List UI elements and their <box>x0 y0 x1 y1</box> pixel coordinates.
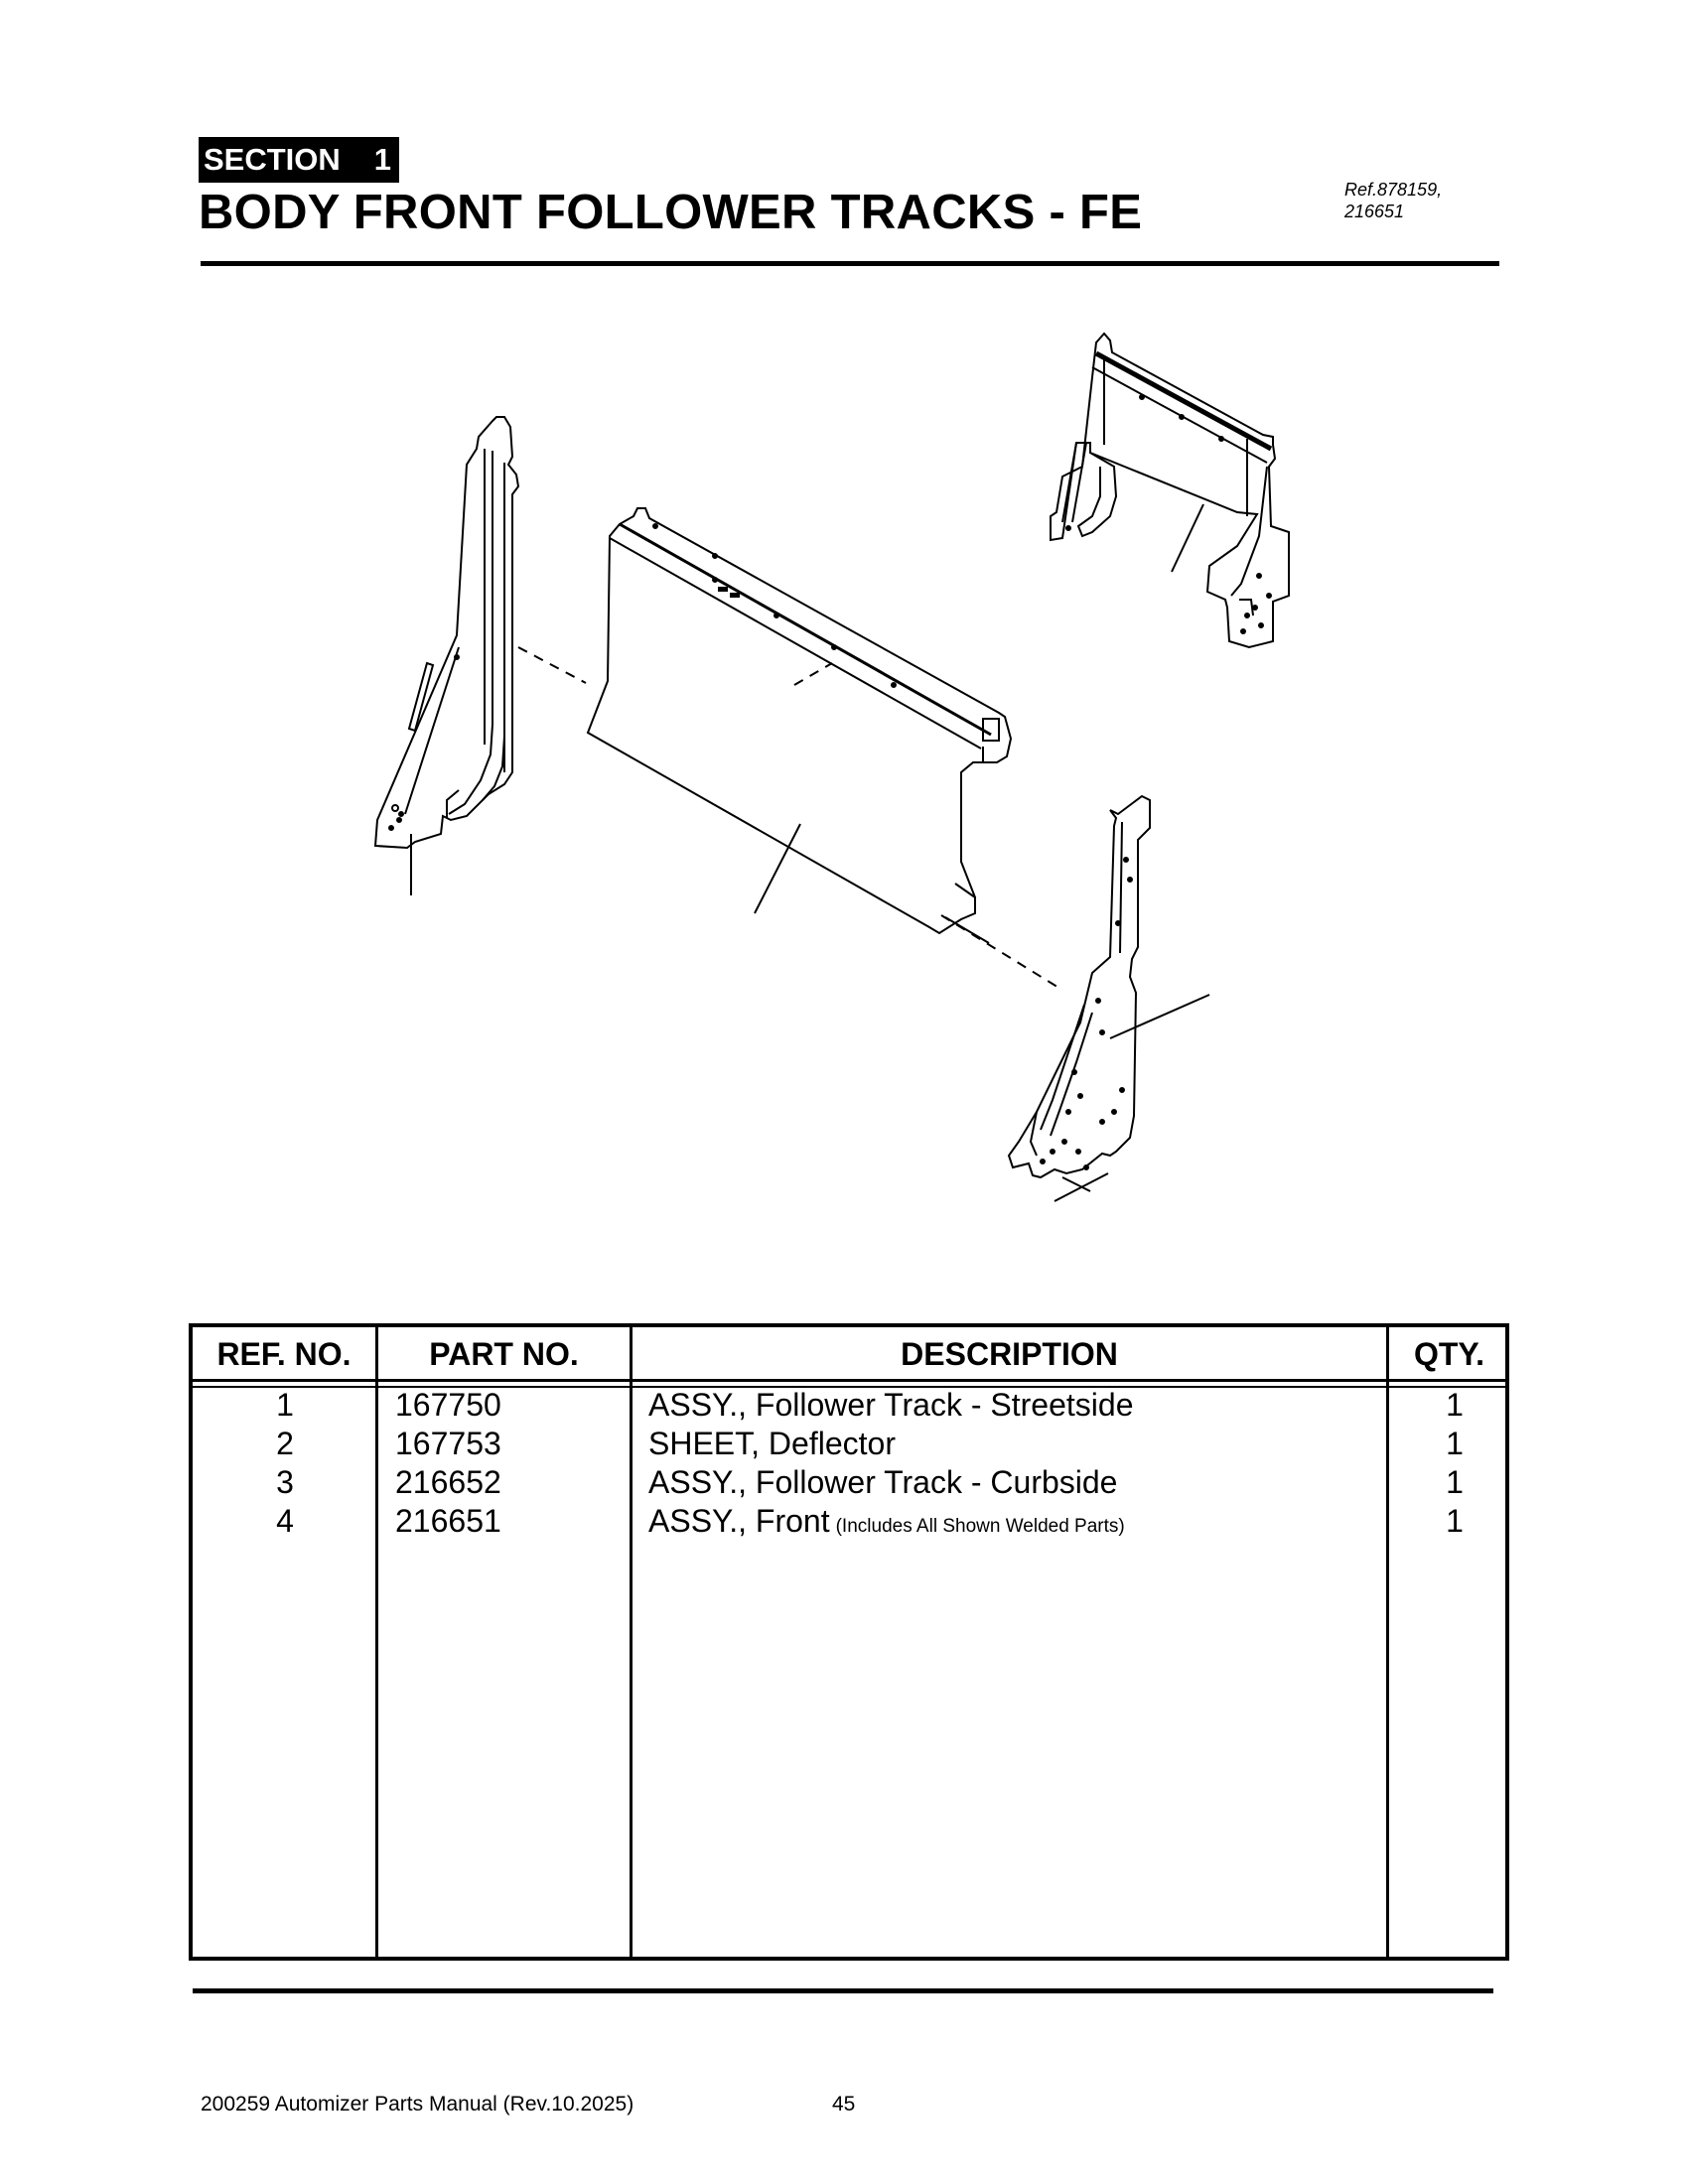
header-description: DESCRIPTION <box>901 1336 1118 1372</box>
section-number: 1 <box>373 142 392 177</box>
description-note: (Includes All Shown Welded Parts) <box>835 1516 1125 1537</box>
description-cell <box>648 1385 1133 1425</box>
footer-rule <box>193 1988 1493 1993</box>
header-ref-no: REF. NO. <box>216 1336 352 1372</box>
header-qty: QTY. <box>1413 1336 1485 1372</box>
table-row <box>193 1462 1505 1502</box>
parts-table <box>189 1323 1509 1961</box>
description-text: ASSY., Front <box>648 1503 830 1539</box>
table-row <box>193 1424 1505 1463</box>
section-label: SECTION <box>204 142 341 177</box>
reference-line-2: 216651 <box>1344 202 1405 221</box>
ref-no-cell: 3 <box>276 1464 294 1500</box>
header-divider <box>193 1379 1505 1382</box>
description-text: SHEET, Deflector <box>648 1426 896 1461</box>
qty-cell: 1 <box>1446 1503 1464 1539</box>
front-assembly-drawing <box>1051 334 1289 647</box>
ref-no-cell: 4 <box>276 1503 294 1539</box>
streetside-track-drawing <box>375 417 586 895</box>
ref-no-cell: 2 <box>276 1426 294 1461</box>
page-title: BODY FRONT FOLLOWER TRACKS - FE <box>199 186 1143 239</box>
table-row <box>193 1385 1505 1425</box>
part-no-cell: 167753 <box>395 1426 501 1461</box>
qty-cell: 1 <box>1446 1426 1464 1461</box>
section-tag <box>199 137 399 183</box>
reference-line-1: Ref.878159, <box>1344 180 1443 200</box>
reference-numbers <box>1344 179 1503 222</box>
curbside-track-drawing <box>1009 796 1209 1201</box>
description-text: ASSY., Follower Track - Curbside <box>648 1464 1118 1500</box>
table-row <box>193 1501 1505 1541</box>
qty-cell: 1 <box>1446 1387 1464 1423</box>
description-cell <box>648 1462 1117 1502</box>
description-cell <box>648 1501 1125 1547</box>
ref-no-cell: 1 <box>276 1387 294 1423</box>
header-part-no: PART NO. <box>429 1336 579 1372</box>
description-text: ASSY., Follower Track - Streetside <box>648 1387 1134 1423</box>
description-cell <box>648 1424 896 1463</box>
part-no-cell: 216652 <box>395 1464 501 1500</box>
header-rule <box>201 261 1499 266</box>
page-number: 45 <box>832 2093 856 2116</box>
exploded-parts-diagram <box>0 298 1688 1251</box>
qty-cell: 1 <box>1446 1464 1464 1500</box>
manual-footer: 200259 Automizer Parts Manual (Rev.10.2025) <box>201 2093 634 2116</box>
part-no-cell: 167750 <box>395 1387 501 1423</box>
deflector-sheet-drawing <box>588 508 1060 989</box>
part-no-cell: 216651 <box>395 1503 501 1539</box>
